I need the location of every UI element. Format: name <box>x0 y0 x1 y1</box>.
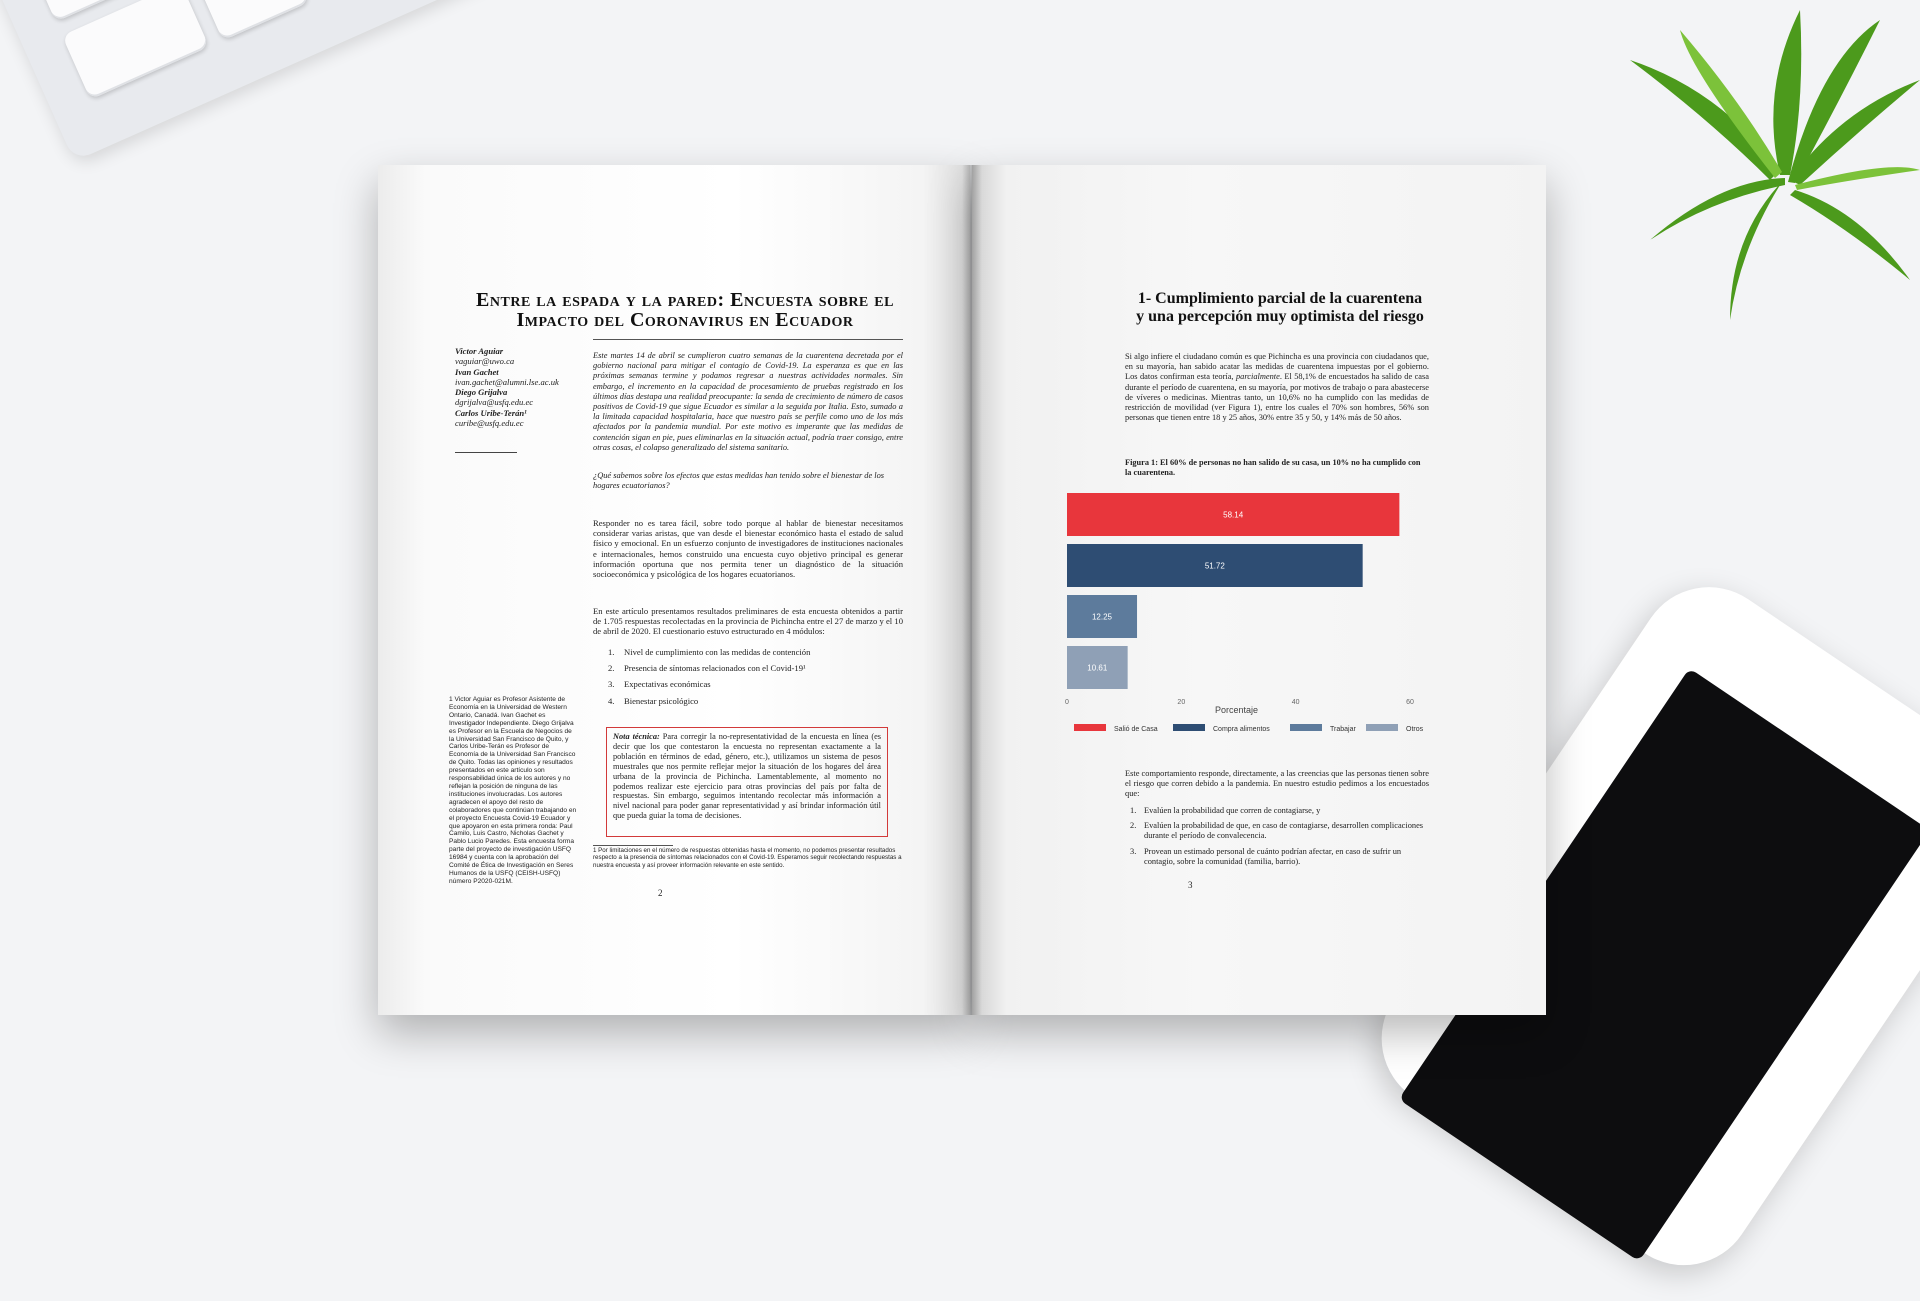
emphasis-text: parcialmente <box>1235 372 1280 382</box>
list-text: Nivel de cumplimiento con las medidas de contención <box>624 647 811 657</box>
plant-leaves <box>1590 0 1920 340</box>
title-rule <box>593 339 903 340</box>
list-number: 2. <box>608 663 615 674</box>
x-tick-label: 0 <box>1065 699 1069 706</box>
technical-note-label: Nota técnica: <box>613 732 660 741</box>
author-name: Diego Grijalva <box>455 387 508 398</box>
list-item <box>1130 847 1430 867</box>
author-footnote: 1 Victor Aguiar es Profesor Asistente de Economía en la Universidad de Western Ontario, Canadá. Ivan Gachet es Investigador Independiente. Diego Grijalva es Profesor en la Escuela de Negocios de la Universidad San Francisco de Quito, y Carlos Uribe-Terán es Profesor de Economía de la Universidad San Francisco de Quito. Todas las opiniones y resultados presentados en este artículo son responsabilidad única de los autores y no reflejan la posición de ninguna de las instituciones involucradas. Los autores agradecen el apoyo del resto de colaboradores que continúan trabajando en el proyecto Encuesta Covid-19 Ecuador y que apoyaron en esta primera ronda: Paul Camilo, Luis Castro, Nicholas Gachet y Pablo Lucio Paredes. Esta encuesta forma parte del proyecto de investigación USFQ 16984 y cuenta con la aprobación del Comité de Ética de Investigación en Seres Humanos de la USFQ (CEISH-USFQ) número P2020-021M. <box>449 696 577 885</box>
list-number: 1. <box>1130 806 1137 815</box>
paragraph-text: Si algo infiere el ciudadano común es que Pichincha es una provincia con ciudadanos que, en su mayoría, han sabido acatar las medidas de cuarentena impuestas por el gobierno. Los datos confirman esta teoría, <box>1125 352 1429 382</box>
bar-chart <box>1060 480 1440 740</box>
figure-caption: Figura 1: El 60% de personas no han salido de su casa, un 10% no ha cumplido con la cuarentena. <box>1125 458 1421 477</box>
technical-note-box <box>606 727 888 837</box>
author-email: vaguiar@uwo.ca <box>455 356 515 367</box>
list-number: 3. <box>608 679 615 690</box>
page-gutter <box>962 165 982 1015</box>
list-item <box>608 644 898 660</box>
body-paragraph: Este comportamiento responde, directamente, a las creencias que las personas tienen sobre el riesgo que corren debido a la pandemia. En nuestro estudio pedimos a los encuestados que: <box>1125 769 1429 799</box>
authors-rule <box>455 452 517 453</box>
bar-value-label: 12.25 <box>1091 612 1113 622</box>
keyboard-key <box>194 0 309 41</box>
legend-swatch <box>1366 724 1398 731</box>
list-number: 2. <box>1130 821 1137 831</box>
legend-swatch <box>1173 724 1205 731</box>
numbered-list <box>1130 806 1430 872</box>
list-item <box>608 676 898 692</box>
list-item <box>608 693 898 709</box>
legend-label: Otros <box>1406 726 1424 733</box>
paragraph-text: . El 58,1% de encuestados ha salido de casa durante el período de cuarentena, en su mayoría, por motivos de trabajo o para abastecerse de víveres o medicinas. Mientras tanto, un 10,6% no ha cumplido con las medidas de restricción de movilidad (ver Figura 1), entre los cuales el 70% son hombres, 56% son personas que tienen entre 18 y 25 años, 30% entre 35 y 50, y 14% más de 50 años. <box>1125 372 1429 423</box>
page-number: 2 <box>658 888 663 898</box>
bar-value-label: 10.61 <box>1087 663 1108 673</box>
technical-note-text: Para corregir la no-representatividad de la encuesta en línea (es decir que los que contestaron la encuesta no representan exactamente a la población en términos de edad, género, etc.), utilizamos un sistema de pesos muestrales que nos permite reflejar mejor la situación de los hogares del área urbana de la provincia de Pichincha. Lamentablemente, al momento no podemos realizar este ejercicio para otras provincias del país por falta de respuestas. Sin embargo, seguimos intentando recolectar más información a nivel nacional para poder ganar representatividad y así brindar información útil que pueda guiar la toma de decisiones. <box>613 732 881 821</box>
bar-value-label: 58.14 <box>1223 510 1244 520</box>
keyboard <box>0 0 823 161</box>
keyboard-key <box>62 0 209 100</box>
list-text: Presencia de síntomas relacionados con el Covid-19¹ <box>624 663 806 674</box>
page-number: 3 <box>1188 880 1193 890</box>
list-text: Bienestar psicológico <box>624 695 699 706</box>
list-number: 1. <box>608 647 615 657</box>
legend-swatch <box>1290 724 1322 731</box>
author-name: Carlos Uribe-Terán¹ <box>455 407 527 418</box>
author-email: ivan.gachet@alumni.lse.ac.uk <box>455 376 559 387</box>
list-item <box>1130 806 1430 816</box>
body-paragraph: Responder no es tarea fácil, sobre todo porque al hablar de bienestar necesitamos considerar varias aristas, que van desde el bienestar económico hasta el estado de salud físico y emocional. En un esfuerzo conjunto de investigadores de instituciones nacionales e internacionales, hemos construido una encuesta cuyo objetivo principal es generar información oportuna que nos permita tener un diagnóstico de la situación socioeconómica y psicológica de los hogares ecuatorianos. <box>593 518 903 580</box>
module-list <box>608 644 898 709</box>
list-item <box>608 660 898 676</box>
author-email: dgrijalva@usfq.edu.ec <box>455 397 534 408</box>
body-paragraph <box>1125 352 1429 423</box>
list-text: Provean un estimado personal de cuánto podrían afectar, en caso de sufrir un contagio, sobre la comunidad (familia, barrio). <box>1144 846 1402 866</box>
section-title-line-2: y una percepción muy optimista del riesgo <box>1136 308 1424 325</box>
author-name: Victor Aguiar <box>455 346 504 356</box>
x-tick-label: 60 <box>1406 699 1414 706</box>
article-title <box>460 290 910 330</box>
legend-label: Trabajar <box>1330 726 1356 733</box>
author-list <box>455 346 590 428</box>
bar-value-label: 51.72 <box>1204 561 1225 571</box>
list-item <box>1130 821 1430 841</box>
section-title <box>1120 290 1440 326</box>
author-email: curibe@usfq.edu.ec <box>455 418 524 429</box>
article-title-line-1: Entre la espada y la pared: Encuesta sobre el <box>476 289 894 311</box>
list-number: 4. <box>608 695 615 706</box>
x-tick-label: 40 <box>1291 699 1300 706</box>
legend-label: Salió de Casa <box>1114 726 1158 733</box>
author-name: Ivan Gachet <box>455 366 499 377</box>
list-text: Evalúen la probabilidad que corren de contagiarse, y <box>1144 806 1321 815</box>
body-paragraph: En este artículo presentamos resultados preliminares de esta encuesta obtenidos a partir de 1.705 respuestas recolectadas en la provincia de Pichincha entre el 27 de marzo y el 10 de abril de 2020. El cuestionario estuvo estructurado en 4 módulos: <box>593 606 903 637</box>
question-paragraph: ¿Qué sabemos sobre los efectos que estas medidas han tenido sobre el bienestar de los hogares ecuatorianos? <box>593 471 885 491</box>
list-number: 3. <box>1130 846 1137 856</box>
list-text: Evalúen la probabilidad de que, en caso de contagiarse, desarrollen complicaciones durante el período de convalecencia. <box>1144 821 1424 841</box>
intro-paragraph: Este martes 14 de abril se cumplieron cuatro semanas de la cuarentena decretada por el gobierno nacional para mitigar el contagio de Covid-19. La esperanza es que en las próximas semanas termine y podamos regresar a nuestras actividades normales. Sin embargo, el incremento en la capacidad de procesamiento de pruebas registrado en los últimos días destapa una realidad preocupante: la senda de crecimiento de número de casos positivos de Covid-19 que sigue Ecuador es similar a la seguida por Italia. Esto, sumado a la limitada capacidad hospitalaria, hace que nuestro país se perfile como uno de los más afectados por la pandemia mundial. Por este motivo es imperante que las medidas de contención sigan en pie, pues eliminarlas en la situación actual, podría traer consigo, entre otras cosas, el colapso generalizado del sistema sanitario. <box>593 351 903 452</box>
x-axis-label: Porcentaje <box>1214 705 1259 715</box>
article-title-line-2: Impacto del Coronavirus en Ecuador <box>516 309 854 331</box>
footnote: 1 Por limitaciones en el número de respuestas obtenidas hasta el momento, no podemos presentar resultados respecto a la presencia de síntomas relacionados con el Covid-19. Esperamos seguir recolectando respuestas a nuestra encuesta y así proveer información relevante en este sentido. <box>593 847 902 869</box>
x-tick-label: 20 <box>1177 699 1186 706</box>
list-text: Expectativas económicas <box>624 679 711 690</box>
footnote-rule <box>593 845 673 846</box>
legend-swatch <box>1074 724 1106 731</box>
section-title-line-1: 1- Cumplimiento parcial de la cuarentena <box>1137 290 1423 307</box>
legend-label: Compra alimentos <box>1213 726 1270 733</box>
